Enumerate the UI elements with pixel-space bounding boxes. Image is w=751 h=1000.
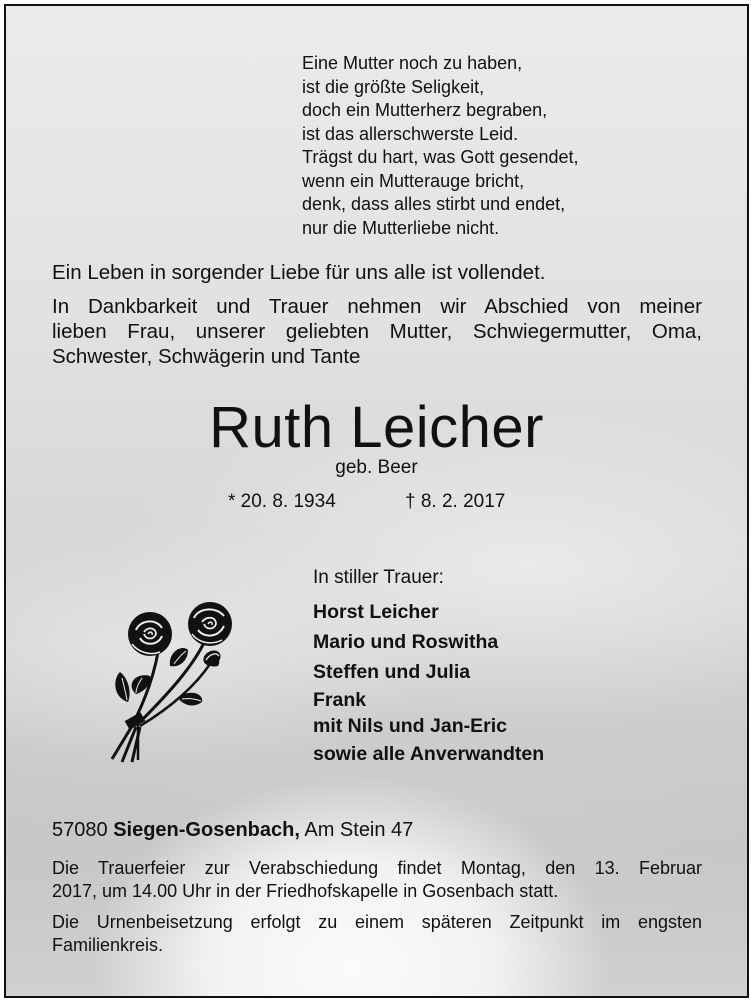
burial-line: Familienkreis. <box>52 934 164 955</box>
poem-line: ist die größte Seligkeit, <box>302 76 485 97</box>
poem <box>302 52 578 240</box>
poem-line: ist das allerschwerste Leid. <box>302 123 519 144</box>
burial-line: Die Urnenbeisetzung erfolgt zu einem späteren Zeitpunkt im engsten <box>52 912 702 932</box>
address-street: Am Stein 47 <box>304 819 414 841</box>
farewell-line: lieben Frau, unserer geliebten Mutter, Schwiegermutter, Oma, <box>52 320 702 343</box>
funeral-notice <box>52 857 702 902</box>
intro-sentence: Ein Leben in sorgender Liebe für uns alle ist vollendet. <box>52 261 546 284</box>
birth-name: geb. Beer <box>335 457 418 478</box>
burial-notice <box>52 911 702 956</box>
mourner-name: Horst Leicher <box>313 601 439 623</box>
address <box>52 819 413 842</box>
mourner-name: mit Nils und Jan-Eric <box>313 715 507 737</box>
poem-line: doch ein Mutterherz begraben, <box>302 100 548 120</box>
poem-line: denk, dass alles stirbt und endet, <box>302 194 566 214</box>
poem-line: wenn ein Mutterauge bricht, <box>302 170 525 191</box>
farewell-line: In Dankbarkeit und Trauer nehmen wir Abschied von meiner <box>52 295 702 318</box>
poem-line: Trägst du hart, was Gott gesendet, <box>302 147 579 167</box>
mourner-name: sowie alle Anverwandten <box>313 743 545 765</box>
mourners-list <box>313 597 544 769</box>
address-postcode: 57080 <box>52 819 108 841</box>
obituary-card <box>4 4 749 998</box>
funeral-line: 2017, um 14.00 Uhr in der Friedhofskapelle in Gosenbach statt. <box>52 880 559 901</box>
deceased-name: Ruth Leicher <box>209 395 544 460</box>
address-place: Siegen-Gosenbach, <box>113 819 300 841</box>
mourners-label: In stiller Trauer: <box>313 567 444 588</box>
farewell-paragraph <box>52 294 702 369</box>
mourner-name: Steffen und Julia <box>313 661 471 683</box>
poem-line: Eine Mutter noch zu haben, <box>302 53 523 73</box>
farewell-line: Schwester, Schwägerin und Tante <box>52 345 361 368</box>
birth-date: * 20. 8. 1934 <box>228 491 336 512</box>
roses-icon <box>98 594 238 766</box>
funeral-line: Die Trauerfeier zur Verabschiedung findet Montag, den 13. Februar <box>52 858 702 878</box>
death-date: † 8. 2. 2017 <box>405 491 506 512</box>
mourner-name: Frank <box>313 689 367 711</box>
mourner-name: Mario und Roswitha <box>313 631 499 653</box>
poem-line: nur die Mutterliebe nicht. <box>302 217 500 238</box>
